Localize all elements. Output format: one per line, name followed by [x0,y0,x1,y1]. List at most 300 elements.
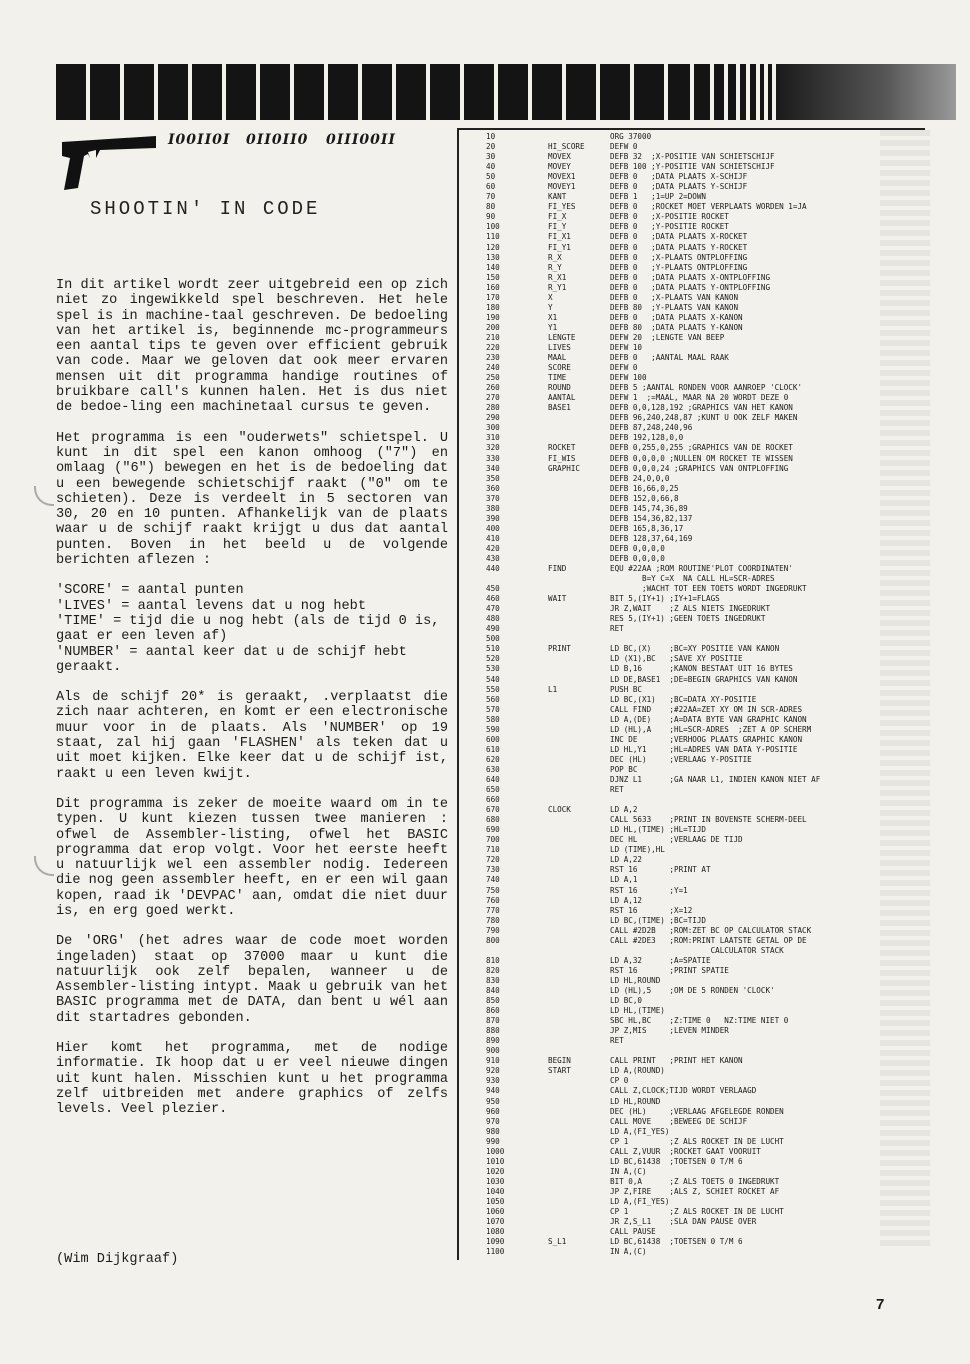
line-label: FI_YES [548,202,576,212]
line-code: DEFB 128,37,64,169 [610,533,693,543]
line-label: KANT [548,192,567,202]
line-number: 1040 [486,1186,505,1196]
line-code: EQU #22AA ;ROM ROUTINE'PLOT COORDINATEN' [610,564,793,574]
line-code: LD BC,61438 ;TOETSEN 0 T/M 6 [610,1156,743,1166]
header-bar-block [328,64,358,120]
line-code: LD BC,(X1) ;BC=DATA XY-POSITIE [610,694,757,704]
line-code: DEFB 0 ;Y-POSITIE ROCKET [610,222,729,232]
listing-row [486,1086,946,1096]
line-code: DEFW 0 [610,142,638,152]
line-number: 100 [486,222,500,232]
line-number: 380 [486,503,500,513]
listing-row [486,916,946,926]
line-number: 110 [486,232,500,242]
line-number: 90 [486,212,496,222]
line-code: LD A,12 [610,895,643,905]
line-number: 680 [486,815,500,825]
line-code: LD HL,(TIME) ;HL=TIJD [610,825,707,835]
line-number: 1030 [486,1176,505,1186]
line-label: FI_X1 [548,232,571,242]
article-body [56,278,448,1133]
listing-row [486,1187,946,1197]
line-number: 1080 [486,1227,505,1237]
line-code: DEFB 0,255,0,255 ;GRAPHICS VAN DE ROCKET [610,443,793,453]
header-bar-block [566,64,596,120]
listing-row [486,715,946,725]
listing-row [486,614,946,624]
line-code: LD HL,ROUND [610,1096,661,1106]
line-number: 220 [486,342,500,352]
listing-row [486,875,946,885]
listing-row [486,323,946,333]
line-code: RET [610,785,624,795]
listing-row [486,243,946,253]
listing-row [486,604,946,614]
line-code: DEFW 0 [610,363,638,373]
line-number: 780 [486,915,500,925]
listing-row [486,685,946,695]
header-bar-block [634,64,664,120]
line-code: DEFB 0 ;ROCKET MOET VERPLAATS WORDEN 1=JA [610,202,807,212]
line-number: 120 [486,242,500,252]
line-number: 70 [486,192,496,202]
line-code: LD A,32 ;A=SPATIE [610,955,711,965]
line-label: MOVEX1 [548,172,576,182]
line-code: DEC (HL) ;VERLAAG AFGELEGDE RONDEN [610,1106,784,1116]
listing-row [486,1147,946,1157]
line-code: INC DE ;VERHOOG PLAATS GRAPHIC KANON [610,734,803,744]
listing-row [486,1056,946,1066]
line-code: DEFB 0,0,0,0 ;NULLEN OM ROCKET TE WISSEN [610,453,793,463]
line-label: MOVEY [548,162,571,172]
header-bar-block [498,64,528,120]
line-code: CALL MOVE ;BEWEEG DE SCHIJF [610,1116,748,1126]
listing-row [486,996,946,1006]
listing-row [486,192,946,202]
listing-row [486,785,946,795]
line-number: 690 [486,825,500,835]
line-number: 870 [486,1016,500,1026]
line-label: FI_Y1 [548,242,571,252]
line-number: 410 [486,533,500,543]
line-code: DEFB 0 ;DATA PLAATS X-SCHIJF [610,172,748,182]
article-paragraph: De 'ORG' (het adres waar de code moet worden ingeladen) staat op 37000 maar u kunt die natuurlijk ook zelf bepalen, wanneer u de Assembler-listing intypt. Maak u gebruik van het BASIC programma met de DATA, dan bent u wél aan dit startadres gebonden. [56,934,448,1026]
article-paragraph: Hier komt het programma, met de nodige informatie. Ik hoop dat u er veel nieuwe dingen uit kunt halen. Misschien kunt u het programma zelf uitbreiden met andere graphics of zelfs levels. Veel plezier. [56,1041,448,1118]
listing-row [486,1076,946,1086]
line-label: Y [548,302,553,312]
header-bar-strip [56,64,880,120]
listing-row [486,865,946,875]
line-code: DEFB 0,0,0,0 [610,553,665,563]
line-code: DEFB 24,0,0,0 [610,473,670,483]
line-number: 250 [486,373,500,383]
line-number: 670 [486,805,500,815]
article-paragraph: In dit artikel wordt zeer uitgebreid een op zich niet zo ingewikkeld spel beschreven. Het hele spel is in machine-taal geschreven. De bedoeling van het artikel is, beginnende mc-programmeurs een aantal tips te geven over efficient gebruik van code. Maar we geloven dat ook meer ervaren mensen uit dit programma handige routines of bruikbare call's kunnen halen. Het is dus niet de bedoe-ling een machinetaal cursus te geven. [56,278,448,416]
line-number: 520 [486,654,500,664]
line-code: ;WACHT TOT EEN TOETS WORDT INGEDRUKT [610,584,807,594]
listing-row [486,1006,946,1016]
listing-row [486,1227,946,1237]
line-code: DEFB 152,0,66,8 [610,493,679,503]
binary-code-2: 0II0II0 [246,132,309,148]
line-label: X1 [548,312,558,322]
line-number: 400 [486,523,500,533]
line-number: 600 [486,734,500,744]
line-code: DEFB 0,0,128,192 ;GRAPHICS VAN HET KANON [610,403,793,413]
line-label: GRAPHIC [548,463,581,473]
line-code: DEFB 0 ;DATA PLAATS X-KANON [610,312,743,322]
line-number: 810 [486,955,500,965]
line-code: DEC HL ;VERLAAG DE TIJD [610,835,743,845]
line-code: DEFB 0,0,0,0 [610,543,665,553]
header-bar-block [90,64,120,120]
listing-row [486,403,946,413]
line-code: CP 1 ;Z ALS ROCKET IN DE LUCHT [610,1207,784,1217]
line-number: 740 [486,875,500,885]
header-bar-block [192,64,222,120]
header-bar-block [260,64,290,120]
line-number: 40 [486,162,496,172]
listing-row [486,584,946,594]
line-number: 940 [486,1086,500,1096]
listing-row [486,363,946,373]
line-code: ORG 37000 [610,132,652,141]
listing-row [486,1237,946,1247]
listing-row [486,1177,946,1187]
line-number: 960 [486,1106,500,1116]
line-number: 750 [486,885,500,895]
line-number: 150 [486,272,500,282]
line-number: 820 [486,965,500,975]
line-code: LD A,(FI_YES) [610,1196,670,1206]
line-code: CP 0 [610,1076,629,1086]
header-bar-block [600,64,630,120]
line-number: 440 [486,564,500,574]
listing-row [486,253,946,263]
line-label: R_X1 [548,272,567,282]
line-number: 80 [486,202,496,212]
line-label: BEGIN [548,1056,571,1066]
line-number: 730 [486,865,500,875]
line-label: R_Y1 [548,282,567,292]
listing-row [486,725,946,735]
line-number: 230 [486,353,500,363]
listing-row [486,855,946,865]
listing-row [486,1026,946,1036]
line-number: 480 [486,614,500,624]
listing-row [486,182,946,192]
line-number: 460 [486,594,500,604]
binary-code-1: I00II0I [168,132,231,148]
line-code: SBC HL,BC ;Z:TIME 0 NZ:TIME NIET 0 [610,1016,789,1026]
punch-hole-mark [34,486,54,506]
line-label: CLOCK [548,805,571,815]
line-number: 10 [486,132,496,141]
listing-row [486,564,946,574]
line-number: 190 [486,312,500,322]
punch-hole-mark [34,856,54,876]
line-number: 640 [486,775,500,784]
line-number: 300 [486,423,500,433]
line-number: 1000 [486,1146,505,1156]
line-label: HI_SCORE [548,142,585,152]
line-number: 1070 [486,1217,505,1227]
listing-row [486,353,946,363]
line-code: LD DE,BASE1 ;DE=BEGIN GRAPHICS VAN KANON [610,674,798,684]
line-number: 420 [486,543,500,553]
listing-row [486,172,946,182]
line-number: 450 [486,584,500,594]
listing-row [486,132,946,142]
listing-row [486,383,946,393]
line-code: BIT 0,A ;Z ALS TOETS 0 INGEDRUKT [610,1176,780,1186]
line-number: 550 [486,684,500,694]
listing-row [486,1217,946,1227]
line-code: DEFB 80 ;Y-PLAATS VAN KANON [610,302,739,312]
listing-row [486,976,946,986]
listing-row [486,986,946,996]
listing-row [486,1107,946,1117]
line-label: R_Y [548,262,562,272]
line-number: 920 [486,1066,500,1076]
line-number: 270 [486,393,500,403]
line-code: LD BC,0 [610,996,643,1006]
line-code: LD A,1 [610,875,638,885]
line-code: DEFB 16,66,0,25 [610,483,679,493]
line-code: IN A,(C) [610,1166,647,1176]
line-code: DEFW 1 ;=MAAL, MAAR NA 20 WORDT DEZE 0 [610,393,789,403]
line-number: 210 [486,332,500,342]
line-number: 370 [486,493,500,503]
line-label: FI_Y [548,222,567,232]
line-code: DEFB 0 ;X-PLAATS VAN KANON [610,292,739,302]
line-number: 570 [486,704,500,714]
line-code: DEFW 20 ;LENGTE VAN BEEP [610,332,725,342]
line-code: DEFB 165,8,36,17 [610,523,684,533]
header-bar-block [362,64,392,120]
listing-row [486,825,946,835]
listing-row [486,413,946,423]
header-bar-block [740,64,746,120]
line-code: RST 16 ;Y=1 [610,885,688,895]
header-bar-block [56,64,86,120]
listing-row [486,634,946,644]
listing-row [486,524,946,534]
line-code: DEFB 0 ;DATA PLAATS X-ONTPLOFFING [610,272,771,282]
line-number: 470 [486,604,500,614]
line-code: RST 16 ;PRINT AT [610,865,711,875]
listing-row [486,232,946,242]
line-code: DEFB 0,0,0,24 ;GRAPHICS VAN ONTPLOFFING [610,463,789,473]
line-code: LD (HL),5 ;OM DE 5 RONDEN 'CLOCK' [610,985,775,995]
line-number: 280 [486,403,500,413]
listing-row [486,574,946,584]
header-bar-block [694,64,710,120]
header-bar-block [464,64,494,120]
line-number: 880 [486,1026,500,1036]
line-code: CALL 5633 ;PRINT IN BOVENSTE SCHERM-DEEL [610,815,807,825]
listing-row [486,594,946,604]
article-paragraph: Dit programma is zeker de moeite waard om in te typen. U kunt kiezen tussen twee manieren : ofwel de Assembler-listing, ofwel het BASIC programma dat erop volgt. Voor het eerste heeft u natuurlijk wel een assembler nodig. Iedereen die nog geen assembler heeft, en er een wil gaan kopen, raad ik 'DEVPAC' aan, omdat die niet duur is, en erg goed werkt. [56,796,448,919]
line-label: LIVES [548,342,571,352]
header-bar-block [750,64,756,120]
line-number: 330 [486,453,500,463]
line-number: 170 [486,292,500,302]
line-label: R_X [548,252,562,262]
line-label: MOVEX [548,152,571,162]
line-label: SCORE [548,363,571,373]
line-code: LD A,(DE) ;A=DATA BYTE VAN GRAPHIC KANON [610,714,807,724]
listing-row [486,936,946,946]
article-title: SHOOTIN' IN CODE [90,198,321,220]
article-paragraph: Het programma is een "ouderwets" schietspel. U kunt in dit spel een kanon omhoog ("7") en omlaag ("6") bewegen en het is de bedoeling dat u een bewegende schietschijf raakt ("0" om te schieten). Deze is verdeelt in 5 sectoren van 30, 20 en 10 punten. Afhankelijk van de plaats waar u de schijf raakt krijgt u dus dat aantal punten. Boven in het beeld u de volgende berichten aflezen : [56,430,448,569]
line-number: 890 [486,1036,500,1046]
line-number: 720 [486,855,500,865]
listing-row [486,494,946,504]
listing-row [486,343,946,353]
line-code: LD A,22 [610,855,643,865]
line-number: 500 [486,634,500,644]
listing-row [486,514,946,524]
line-label: WAIT [548,594,567,604]
listing-row [486,283,946,293]
line-number: 1050 [486,1196,505,1206]
line-number: 800 [486,935,500,945]
line-number: 530 [486,664,500,674]
line-number: 850 [486,996,500,1006]
line-number: 770 [486,905,500,915]
line-code: LD A,(ROUND) [610,1066,665,1076]
line-code: CALL Z,VUUR ;ROCKET GAAT VOORUIT [610,1146,761,1156]
header-bar-block [668,64,690,120]
listing-row [486,212,946,222]
line-number: 180 [486,302,500,312]
line-code: DEFB 0 ;X-PLAATS ONTPLOFFING [610,252,748,262]
line-label: Y1 [548,322,558,332]
line-number: 990 [486,1136,500,1146]
line-number: 650 [486,785,500,795]
line-label: MAAL [548,353,567,363]
listing-row [486,896,946,906]
listing-row [486,664,946,674]
line-number: 430 [486,553,500,563]
line-label: FI_X [548,212,567,222]
line-code: DEFB 0 ;X-POSITIE ROCKET [610,212,729,222]
line-code: JP Z,FIRE ;ALS Z, SCHIET ROCKET AF [610,1186,780,1196]
line-code: DEFB 154,36,82,137 [610,513,693,523]
listing-row [486,1207,946,1217]
line-label: BASE1 [548,403,571,413]
listing-row [486,423,946,433]
header-bar-block [226,64,256,120]
line-label: ROCKET [548,443,576,453]
line-number: 860 [486,1006,500,1016]
line-label: S_L1 [548,1237,567,1247]
line-number: 760 [486,895,500,905]
line-code: DEFB 80 ;DATA PLAATS Y-KANON [610,322,743,332]
listing-row [486,1157,946,1167]
page-number: 7 [876,1296,885,1313]
line-number: 970 [486,1116,500,1126]
line-code: DEFB 0 ;DATA PLAATS X-ROCKET [610,232,748,242]
listing-row [486,1046,946,1056]
listing-row [486,695,946,705]
author-byline: (Wim Dijkgraaf) [56,1252,179,1267]
header-bar-block [124,64,154,120]
line-code: LD HL,Y1 ;HL=ADRES VAN DATA Y-POSITIE [610,744,798,754]
line-number: 260 [486,383,500,393]
listing-row [486,705,946,715]
line-number: 290 [486,413,500,423]
header-bar-block [728,64,736,120]
listing-row [486,775,946,785]
line-label: LENGTE [548,332,576,342]
listing-row [486,886,946,896]
line-number: 830 [486,975,500,985]
listing-row [486,966,946,976]
listing-row [486,263,946,273]
line-number: 350 [486,473,500,483]
line-number: 900 [486,1046,500,1056]
pistol-icon [60,128,160,194]
listing-row [486,1127,946,1137]
line-label: ROUND [548,383,571,393]
line-number: 910 [486,1056,500,1066]
listing-row [486,222,946,232]
line-number: 660 [486,795,500,805]
article-paragraph: Als de schijf 20* is geraakt, .verplaatst die zich naar achteren, en komt er een electronische muur voor in de plaats. Als 'NUMBER' op 19 staat, zal hij gaan 'FLASHEN' als teken dat u uit moet kijken. Elke keer dat u de schijf ist, raakt u een leven kwijt. [56,690,448,782]
listing-row [486,333,946,343]
line-label: MOVEY1 [548,182,576,192]
line-label: FI_WIS [548,453,576,463]
line-code: DEFB 192,128,0,0 [610,433,684,443]
line-code: JR Z,S_L1 ;SLA DAN PAUSE OVER [610,1217,757,1227]
line-code: CALL PAUSE [610,1227,656,1237]
line-number: 1010 [486,1156,505,1166]
listing-row [486,1167,946,1177]
column-divider [457,128,459,1260]
listing-row [486,745,946,755]
listing-row [486,956,946,966]
line-number: 840 [486,985,500,995]
line-code: DEFB 0 ;DATA PLAATS Y-ROCKET [610,242,748,252]
line-number: 490 [486,624,500,634]
line-code: CALL Z,CLOCK;TIJD WORDT VERLAAGD [610,1086,757,1096]
line-label: TIME [548,373,567,383]
header-bar-fade [776,64,956,120]
line-code: POP BC [610,764,638,774]
listing-row [486,654,946,664]
line-code: LD BC,61438 ;TOETSEN 0 T/M 6 [610,1237,743,1247]
line-code: LD A,2 [610,805,638,815]
listing-row [486,1247,946,1257]
listing-row [486,1117,946,1127]
listing-row [486,926,946,936]
line-number: 310 [486,433,500,443]
line-code: CP 1 ;Z ALS ROCKET IN DE LUCHT [610,1136,784,1146]
line-code: JP Z,MIS ;LEVEN MINDER [610,1026,729,1036]
line-number: 790 [486,925,500,935]
line-number: 540 [486,674,500,684]
listing-row [486,464,946,474]
line-number: 580 [486,714,500,724]
line-number: 1100 [486,1247,505,1257]
line-number: 710 [486,845,500,855]
line-number: 980 [486,1126,500,1136]
listing-row [486,303,946,313]
listing-row [486,644,946,654]
header-bar-block [714,64,724,120]
